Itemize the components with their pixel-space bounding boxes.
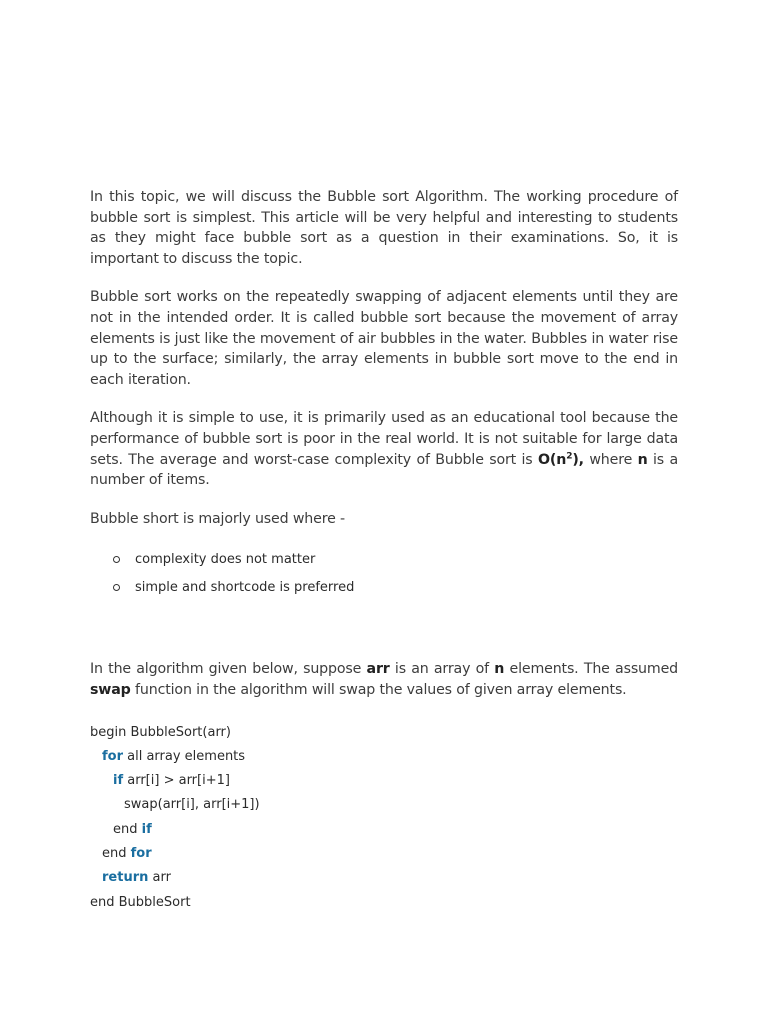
code-text: end: [102, 845, 131, 861]
code-text: end BubbleSort: [90, 894, 191, 910]
code-line: [90, 868, 678, 892]
complexity-close: ),: [572, 451, 584, 468]
description-paragraph: Bubble sort works on the repeatedly swapping of adjacent elements until they are not in the intended order. It is called bubble sort because the movement of array elements is just like the movement of air bubbles in the water. Bubbles in water rise up to the surface; similarly, the array elements in bubble sort move to the end in each iteration.: [90, 289, 678, 388]
list-item: [113, 579, 678, 596]
circle-bullet-icon: [113, 584, 120, 591]
code-line: [90, 893, 678, 917]
complexity-notation: [538, 452, 584, 468]
algo-arr: arr: [366, 661, 390, 678]
code-keyword: return: [102, 870, 149, 886]
algo-text-a: In the algorithm given below, suppose: [90, 661, 367, 678]
code-keyword: if: [141, 821, 152, 837]
algo-text-b: is an array of: [389, 661, 495, 678]
document-page: [90, 187, 678, 917]
pseudocode-block: [90, 723, 678, 917]
complexity-text-before: Although it is simple to use, it is primarily used as an educational tool because the performance of bubble sort is poor in the real world. It is not suitable for large data sets. The average and worst-case complexity of Bubble sort is: [90, 410, 678, 468]
code-text: arr[i] > arr[i+1]: [123, 773, 230, 789]
code-line: [90, 723, 678, 747]
complexity-exponent: 2: [566, 450, 573, 461]
code-keyword: for: [130, 845, 152, 861]
list-item: [113, 551, 678, 568]
complexity-base: O(n: [537, 451, 567, 468]
code-text: begin BubbleSort(arr): [90, 724, 231, 740]
code-line: [90, 820, 678, 844]
list-item-text: simple and shortcode is preferred: [135, 580, 355, 596]
code-keyword: for: [102, 748, 123, 764]
code-text: all array elements: [123, 748, 246, 764]
algo-text-d: function in the algorithm will swap the values of given array elements.: [130, 681, 627, 698]
code-line: [90, 771, 678, 795]
complexity-paragraph: [90, 408, 678, 490]
usage-list: [90, 551, 678, 596]
code-line: [90, 844, 678, 868]
complexity-text-after: is a number of items.: [90, 451, 678, 489]
complexity-text-middle: where: [583, 451, 638, 468]
code-keyword: if: [113, 773, 124, 789]
algo-swap: swap: [90, 681, 131, 698]
code-text: end: [113, 821, 142, 837]
intro-paragraph: In this topic, we will discuss the Bubble sort Algorithm. The working procedure of bubble sort is simplest. This article will be very helpful and interesting to students as they might face bubble sort as a question in their examinations. So, it is important to discuss the topic.: [90, 189, 678, 267]
algorithm-intro-paragraph: [90, 659, 678, 700]
code-text: arr: [148, 870, 171, 886]
complexity-n: n: [637, 451, 648, 468]
code-line: [90, 795, 678, 819]
algo-text-c: elements. The assumed: [504, 661, 679, 678]
list-item-text: complexity does not matter: [135, 552, 316, 568]
algo-n: n: [494, 661, 505, 678]
code-text: swap(arr[i], arr[i+1]): [124, 797, 260, 813]
circle-bullet-icon: [113, 556, 120, 563]
code-line: [90, 747, 678, 771]
usage-intro: Bubble short is majorly used where -: [90, 510, 345, 527]
